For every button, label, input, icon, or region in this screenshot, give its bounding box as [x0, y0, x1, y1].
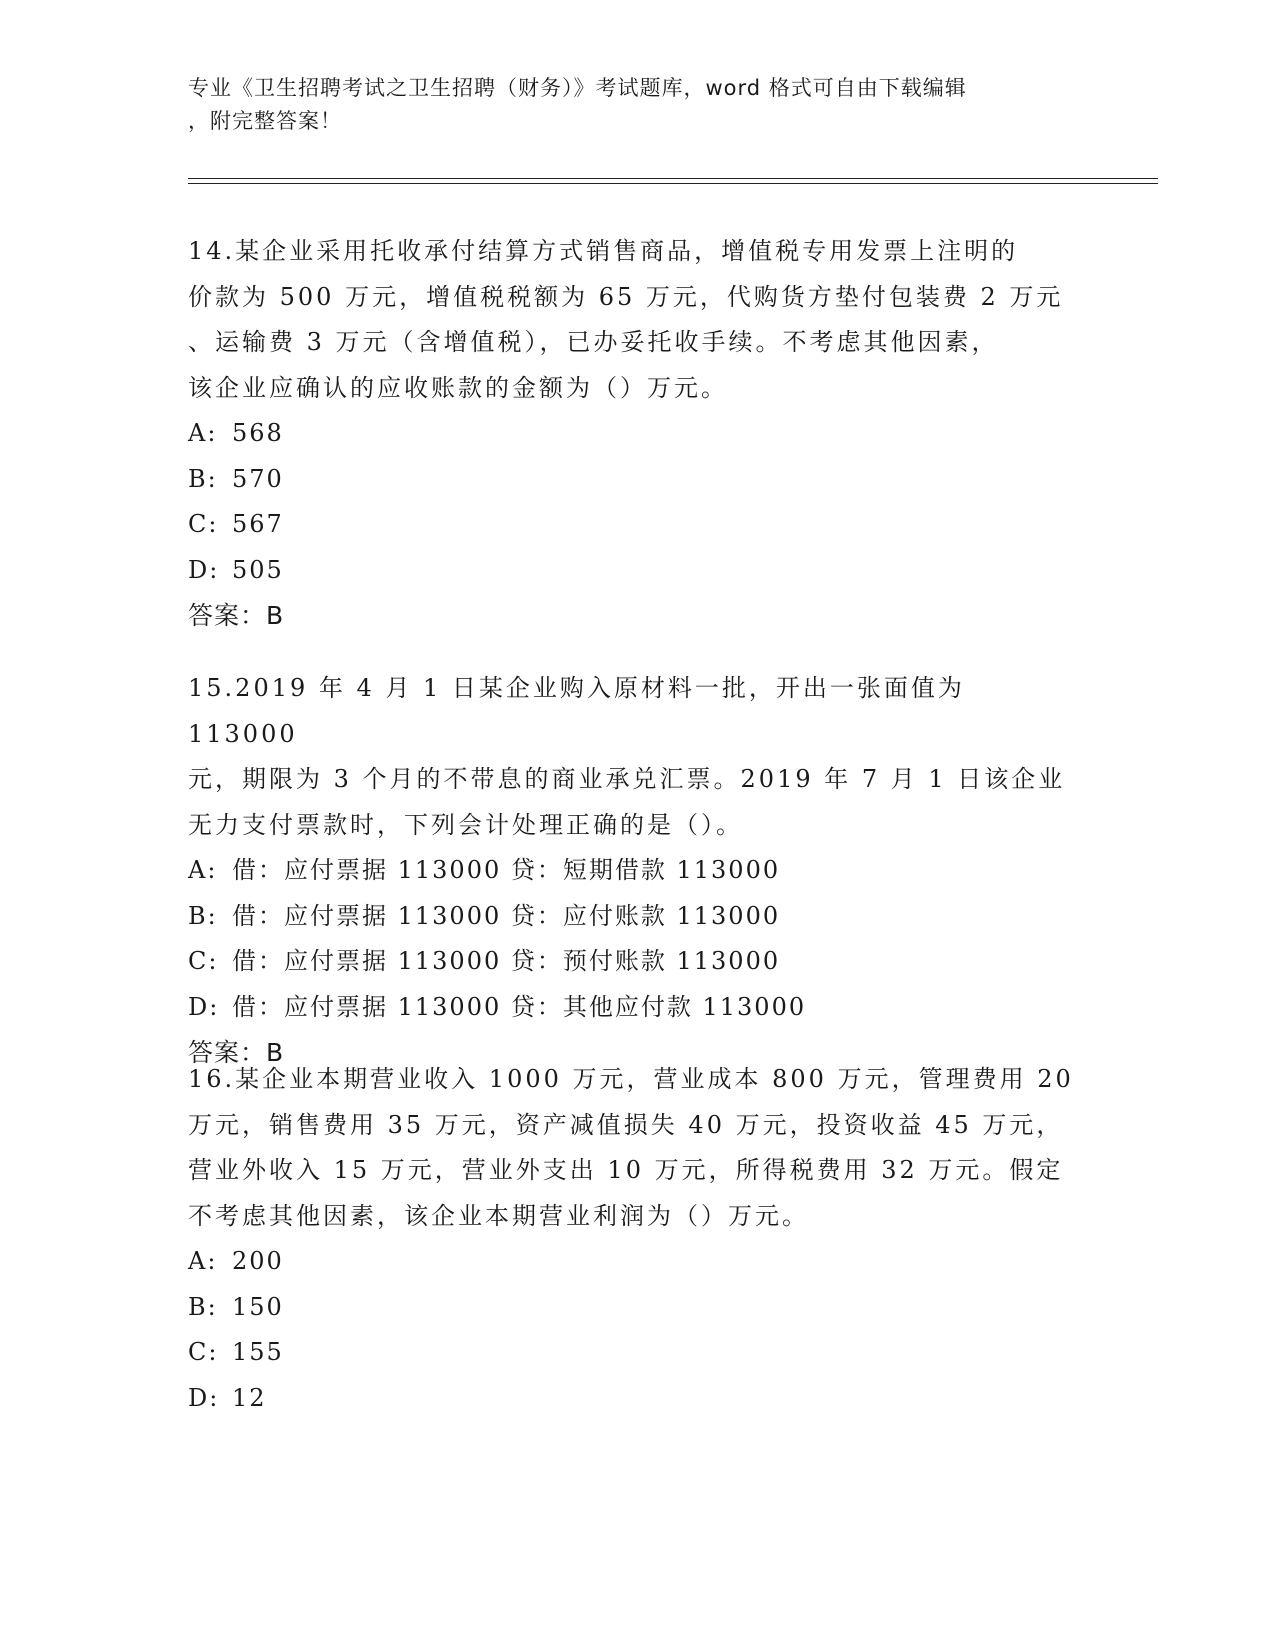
document-header: 专业《卫生招聘考试之卫生招聘（财务）》考试题库，word 格式可自由下载编辑 ，附完整答案！ [188, 76, 967, 133]
option-letter: D: [188, 555, 220, 584]
option-letter: C: [188, 510, 219, 538]
question-stem: 16.某企业本期营业收入 1000 万元，营业成本 800 万元，管理费用 20 万元，销售费用 35 万元，资产减值损失 40 万元，投资收益 45 万元， 营业外收入 15 万元，营业外支出 10 万元，所得税费用 32 万元。假定 不考虑其他因素，该企业本期营业利润为（）万元。 [188, 1065, 1074, 1230]
question-stem: 14.某企业采用托收承付结算方式销售商品，增值税专用发票上注明的 价款为 500 万元，增值税税额为 65 万元，代购货方垫付包装费 2 万元 、运输费 3 万元（含增值税），已办妥托收手续。不考虑其他因素， 该企业应确认的应收账款的金额为（）万元。 [188, 237, 1064, 402]
option-letter: B: [188, 464, 218, 493]
option-letter: D: [188, 1383, 220, 1412]
option-c [188, 1330, 1078, 1376]
option-b [188, 457, 1078, 503]
question-16 [188, 1057, 1078, 1421]
option-text: 借：应付票据 113000 贷：预付账款 113000 [232, 947, 781, 975]
option-a [188, 411, 1078, 457]
option-c [188, 502, 1078, 548]
option-text: 567 [232, 510, 284, 538]
option-text: 150 [232, 1292, 284, 1321]
question-stem: 15.2019 年 4 月 1 日某企业购入原材料一批，开出一张面值为 113000 元，期限为 3 个月的不带息的商业承兑汇票。2019 年 7 月 1 日该企业 无力支付票款时，下列会计处理正确的是（）。 [188, 674, 1066, 839]
option-letter: C: [188, 947, 219, 975]
option-text: 570 [232, 464, 284, 493]
option-c [188, 939, 1078, 985]
option-letter: B: [188, 1292, 218, 1321]
option-text: 568 [232, 419, 284, 447]
header-divider-top [188, 178, 1158, 179]
option-letter: D: [188, 992, 220, 1021]
option-letter: A: [188, 1247, 218, 1275]
answer-line: 答案：B [188, 1038, 285, 1067]
header-divider-bottom [188, 183, 1158, 184]
question-15 [188, 666, 1078, 1076]
option-a [188, 1239, 1078, 1285]
option-text: 12 [232, 1383, 267, 1412]
option-b [188, 894, 1078, 940]
option-text: 借：应付票据 113000 贷：应付账款 113000 [232, 901, 781, 930]
option-b [188, 1285, 1078, 1331]
option-letter: A: [188, 856, 218, 884]
option-letter: A: [188, 419, 218, 447]
option-text: 200 [232, 1247, 284, 1275]
option-letter: B: [188, 901, 218, 930]
option-text: 借：应付票据 113000 贷：其他应付款 113000 [232, 992, 807, 1021]
option-text: 借：应付票据 113000 贷：短期借款 113000 [232, 856, 781, 884]
answer-line: 答案：B [188, 601, 285, 630]
option-text: 505 [232, 555, 284, 584]
option-d [188, 985, 1078, 1031]
option-text: 155 [232, 1338, 284, 1366]
option-letter: C: [188, 1338, 219, 1366]
option-a [188, 848, 1078, 894]
option-d [188, 548, 1078, 594]
question-14 [188, 229, 1078, 639]
option-d [188, 1376, 1078, 1422]
